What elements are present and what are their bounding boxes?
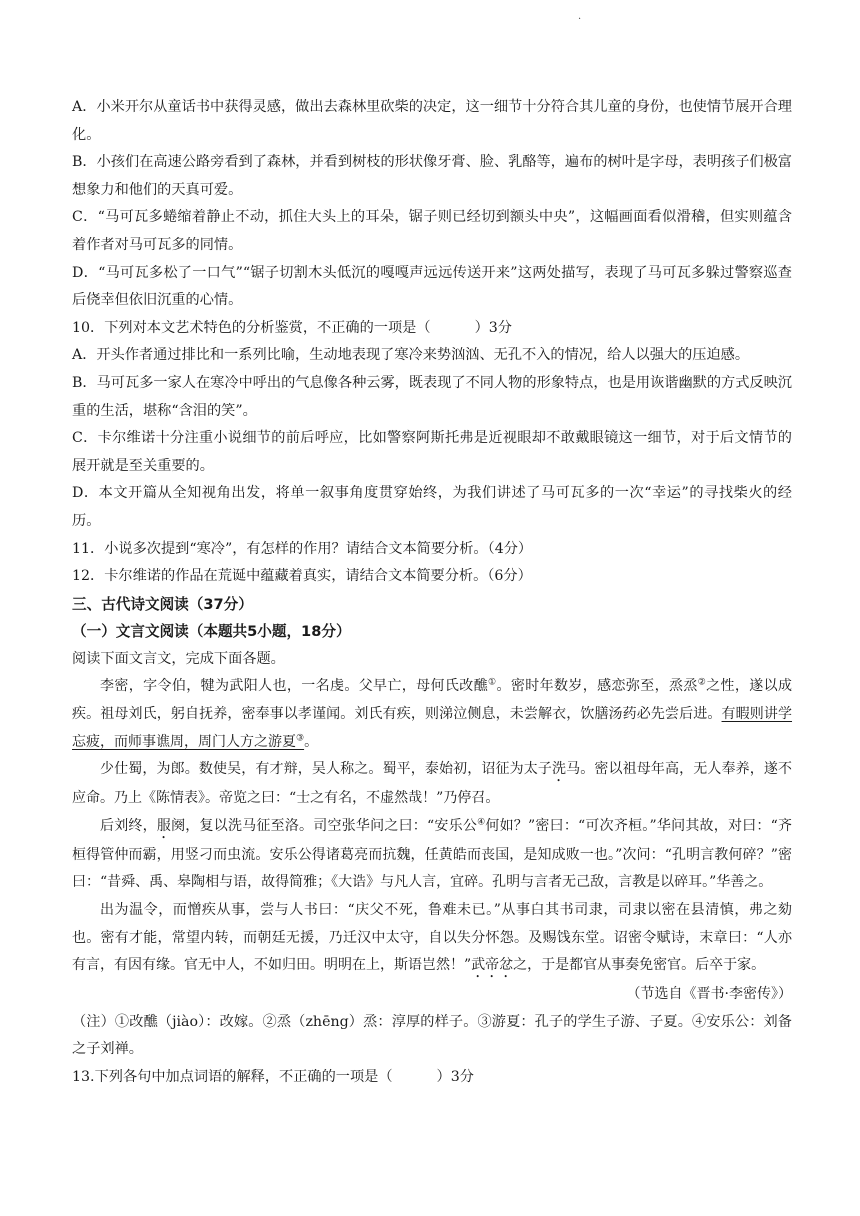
q9-option-d: D．“马可瓦多松了一口气”“锯子切割木头低沉的嘎嘎声远远传送开来”这两处描写，表现了马可瓦多躲过警察巡查后侥幸但依旧沉重的心情。 [72,264,792,309]
q10-stem [72,315,792,343]
note-ref: ① [488,677,497,688]
q9-option-a: A．小米开尔从童话书中获得灵感，做出去森林里砍柴的决定，这一细节十分符合其儿童的身份，也使情节展开合理化。 [72,99,792,143]
passage-text: 出为温令，而憎疾从事，尝与人书曰：“庆父不死，鲁难未已。”从事白其书司隶，司隶以密在县清慎，弗之劾也。密有才能，常望内转，而朝廷无援，乃迁汉中太守，自以失分怀怨。及赐饯东堂。诏密令赋诗，末章曰：“人亦有言，有因有缘。官无中人，不如归田。明明在上，斯语岂然！” [72,902,792,974]
q11: 11．小说多次提到“寒冷”，有怎样的作用？请结合文本简要分析。（4分） [72,540,533,557]
q10-option-c: C．卡尔维诺十分注重小说细节的前后呼应，比如警察阿斯托弗是近视眼却不敢戴眼镜这一细节，对于后文情节的展开就是至关重要的。 [72,430,792,474]
footnotes: （注）①改醮（jiào）：改嫁。②烝（zhēng）烝：淳厚的样子。③游夏：孔子的学生子游、子夏。④安乐公：刘备之子刘禅。 [72,1013,792,1058]
section-title: 三、古代诗文阅读（37分） [72,595,253,613]
dotted-word: 武帝忿 [471,957,514,974]
note-ref: ③ [296,733,305,743]
source-citation: （节选自《晋书·李密传》） [626,986,792,1003]
passage-paragraph-1 [72,673,792,756]
passage-paragraph-3 [72,813,792,897]
instruction: 阅读下面文言文，完成下面各题。 [72,650,285,667]
passage-text: 阕，复以洗马征至洛。司空张华问之曰：“安乐公 [171,817,478,834]
passage-paragraph-4 [72,897,792,981]
header-dot: · [578,14,582,25]
q9-option-c: C．“马可瓦多蜷缩着静止不动，抓住大头上的耳朵，锯子则已经切到额头中央”，这幅画面看似滑稽，但实则蕴含着作者对马可瓦多的同情。 [72,209,792,253]
passage-text: 马。密以祖母年高，无人奉养，遂不应命。乃上《陈情表》。帝览之曰：“士之有名，不虚然哉！”乃停召。 [72,761,792,807]
q12: 12．卡尔维诺的作品在荒诞中蕴藏着真实，请结合文本简要分析。（6分） [72,568,532,585]
passage-text: 何如？”密曰：“可次齐桓。”华问其故，对曰：“齐桓得管仲而霸，用竖刁而虫流。安乐公得诸葛亮而抗魏，任黄皓而丧国，是知成败一也。”次问：“孔明言教何碎？”密曰：“昔舜、禹、皋陶相与语，故得简雅；《大诰》与凡人言，宜碎。孔明与言者无己敌，言教是以碎耳。”华善之。 [72,817,793,891]
q13-stem [72,1064,792,1092]
passage-text: 。密时年数岁，感恋弥至，烝烝 [496,678,698,695]
q10-option-d: D．本文开篇从全知视角出发，将单一叙事角度贯穿始终，为我们讲述了马可瓦多的一次“幸运”的寻找柴火的经历。 [72,485,792,529]
passage-text: 少仕蜀，为郎。数使吴，有才辩，吴人称之。蜀平，泰始初，诏征为太子 [100,761,552,778]
passage-text: 。 [304,733,319,750]
q10-stem-text: 10．下列对本文艺术特色的分析鉴赏，不正确的一项是（ [72,319,431,336]
passage-text: 之性，遂以成疾。祖母刘氏，躬自抚养，密奉事以孝谨闻。刘氏有疾，则涕泣侧息，未尝解衣，饮膳汤药必先尝后进。 [72,678,793,723]
dotted-word: 洗 [552,761,567,778]
dotted-word: 服 [156,817,172,834]
page-content [72,94,792,1092]
passage-paragraph-2 [72,756,792,813]
q13-stem-text: 13.下列各句中加点词语的解释，不正确的一项是（ [72,1069,393,1085]
passage-text: 李密，字令伯，犍为武阳人也，一名虔。父早亡，母何氏改醮 [100,678,489,695]
passage-text: 之，于是都官从事奏免密官。后卒于家。 [513,957,766,974]
passage-text: 后刘终， [100,817,157,834]
q10-option-b: B．马可瓦多一家人在寒冷中呼出的气息像各种云雾，既表现了不同人物的形象特点，也是用诙谐幽默的方式反映沉重的生活，堪称“含泪的笑”。 [72,374,792,419]
q9-option-b: B．小孩们在高速公路旁看到了森林，并看到树枝的形状像牙膏、脸、乳酪等，遍布的树叶是字母，表明孩子们极富想象力和他们的天真可爱。 [72,154,792,198]
note-ref: ② [697,677,707,688]
note-ref: ④ [477,817,486,828]
subsection-title: （一）文言文阅读（本题共5小题，18分） [72,623,351,641]
q13-score: ）3分 [436,1069,474,1085]
q10-score: ）3分 [474,319,512,336]
underlined-text: 有暇则讲学忘疲，而师事谯周，周门人方之游夏 [72,706,793,750]
q10-option-a: A．开头作者通过排比和一系列比喻，生动地表现了寒冷来势汹汹、无孔不入的情况，给人以强大的压迫感。 [72,347,750,364]
